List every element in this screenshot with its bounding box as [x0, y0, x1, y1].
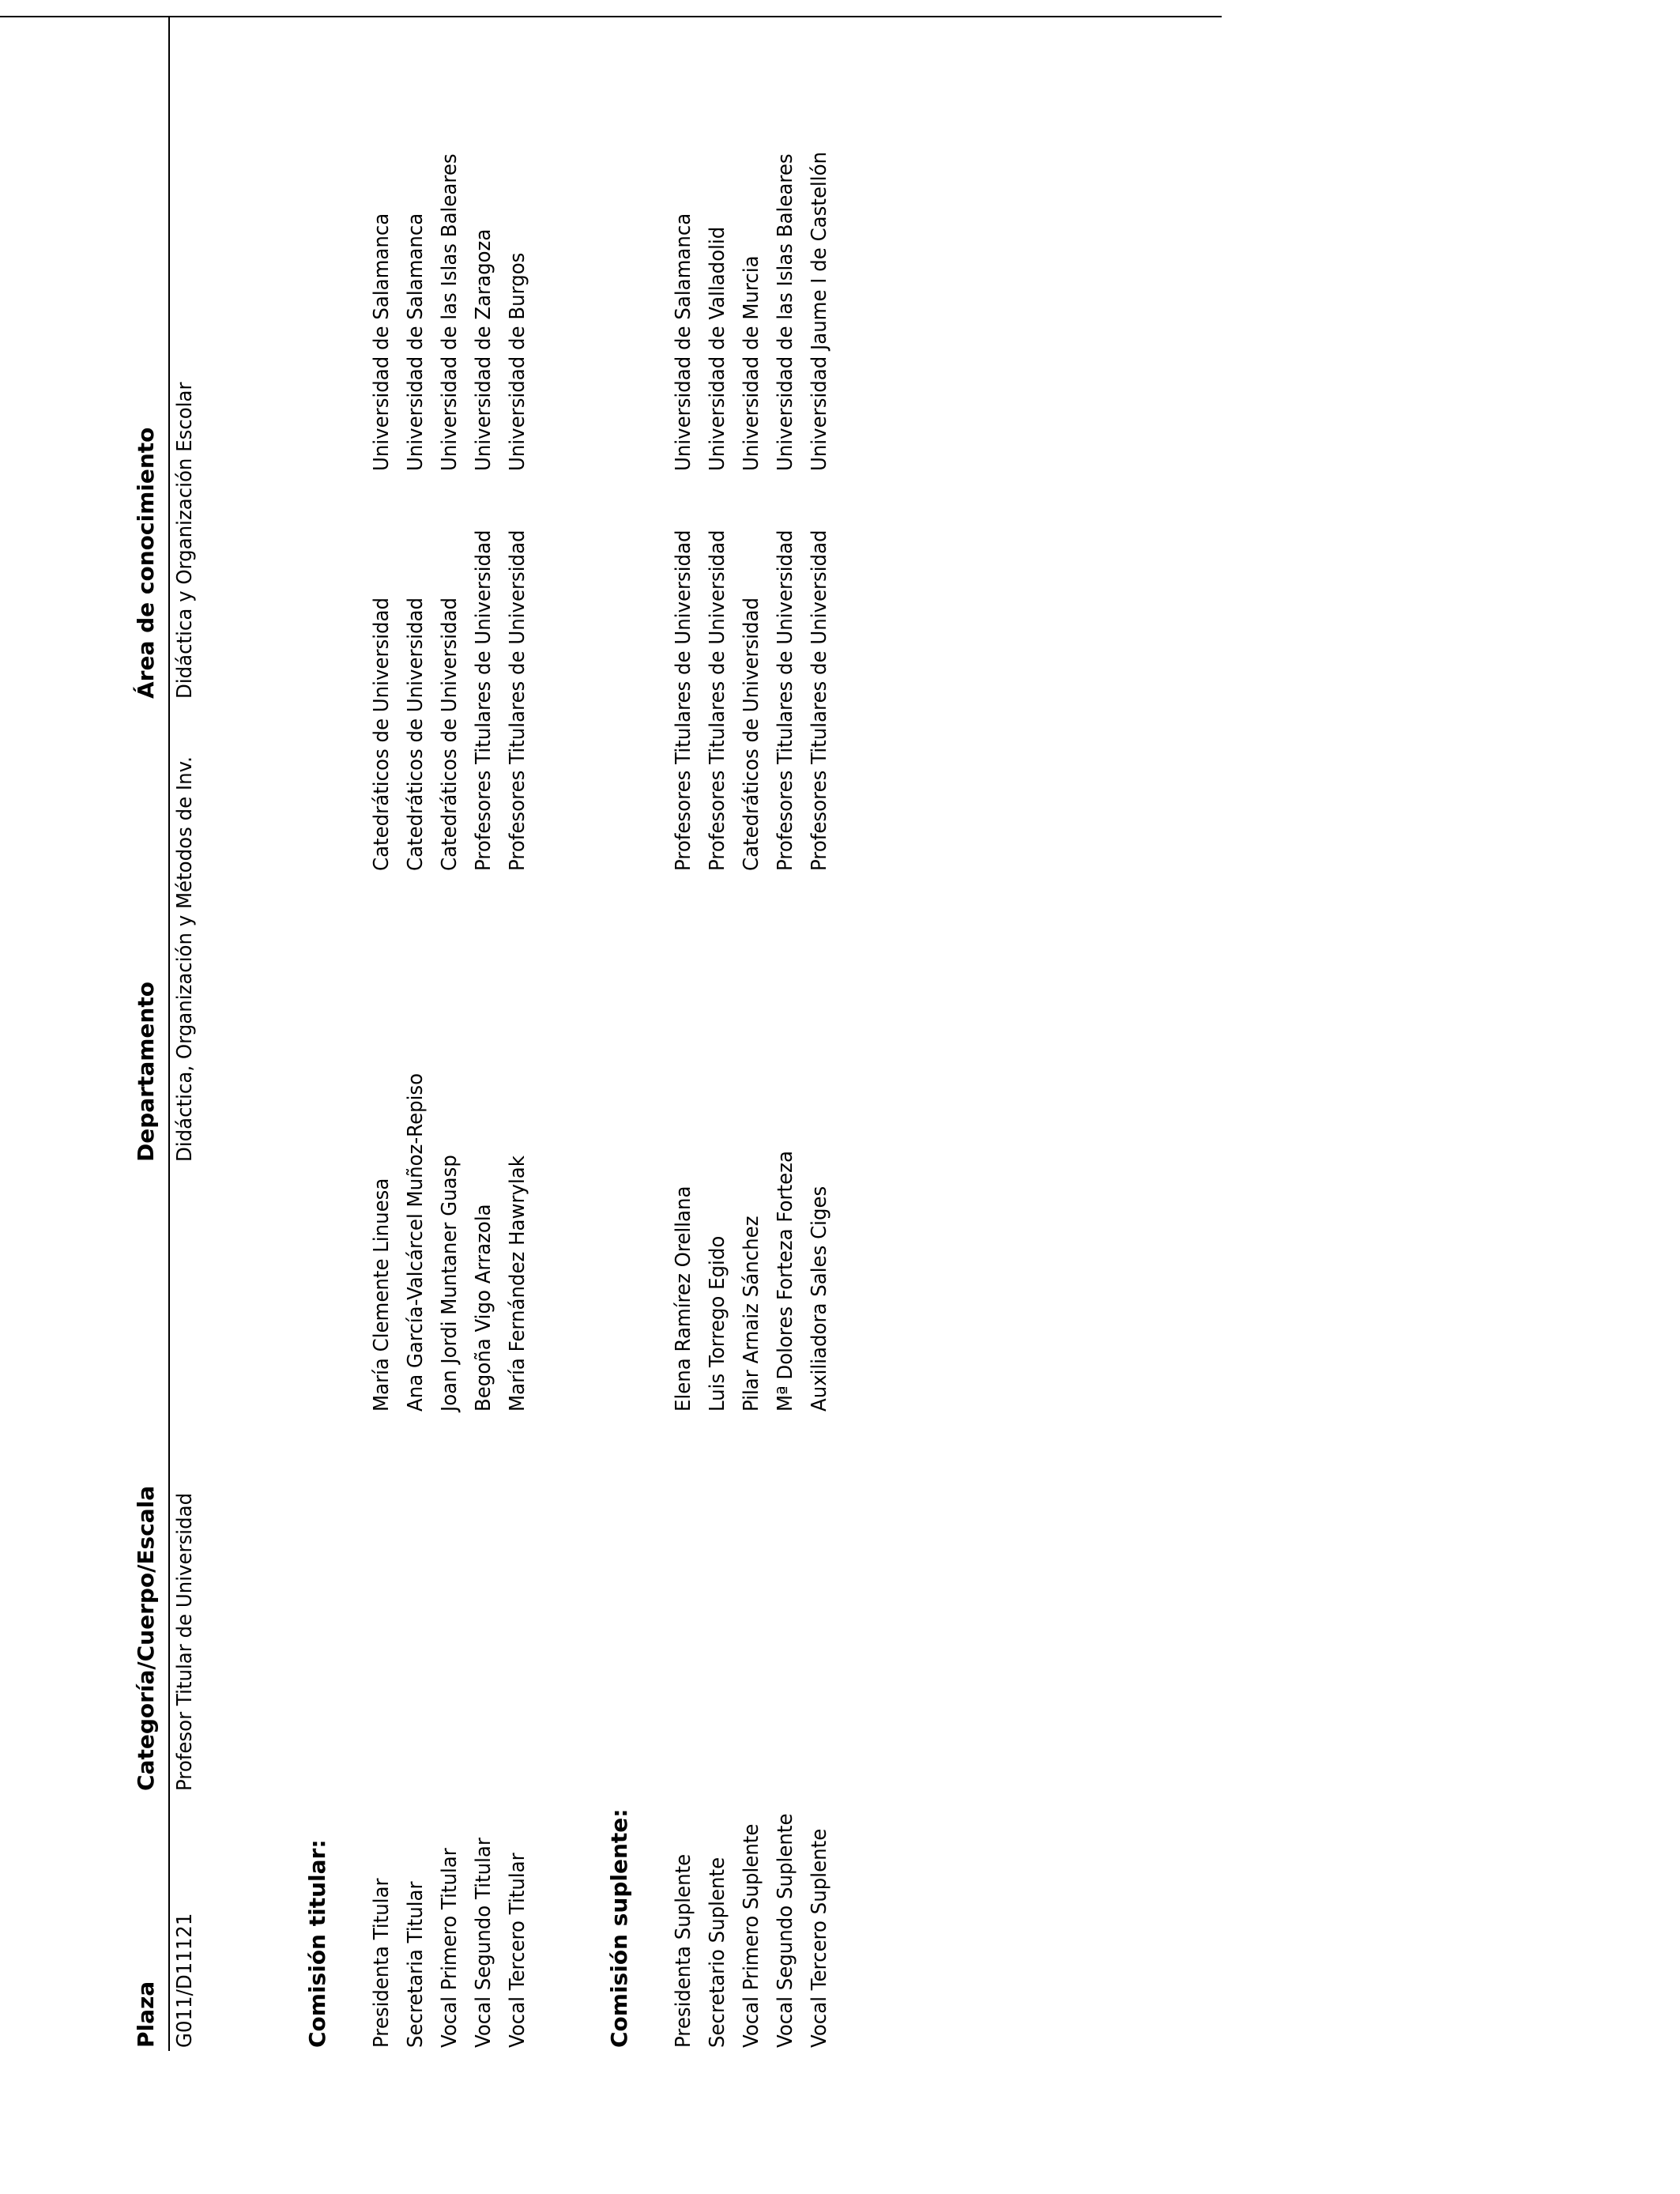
suplente-body-1: Profesores Titulares de Universidad — [672, 530, 695, 871]
suplente-university-1: Universidad de Salamanca — [672, 213, 695, 471]
suplente-body-5: Profesores Titulares de Universidad — [808, 530, 831, 871]
suplente-role-2: Secretario Suplente — [706, 1857, 729, 2048]
titular-body-3: Catedráticos de Universidad — [438, 597, 461, 871]
suplente-name-4: Mª Dolores Forteza Forteza — [774, 1151, 797, 1412]
header-rule — [168, 16, 170, 2051]
titular-name-3: Joan Jordi Muntaner Guasp — [438, 1155, 461, 1412]
plaza-code: G011/D11121 — [173, 1913, 197, 2048]
suplente-body-3: Catedráticos de Universidad — [740, 597, 763, 871]
section-title-titular: Comisión titular: — [304, 1839, 330, 2048]
suplente-name-1: Elena Ramírez Orellana — [672, 1186, 695, 1412]
suplente-university-5: Universidad Jaume I de Castellón — [808, 151, 831, 471]
suplente-role-1: Presidenta Suplente — [672, 1853, 695, 2048]
section-title-suplente: Comisión suplente: — [606, 1808, 632, 2048]
titular-body-1: Catedráticos de Universidad — [370, 597, 394, 871]
suplente-name-3: Pilar Arnaiz Sánchez — [740, 1216, 763, 1412]
titular-university-4: Universidad de Zaragoza — [472, 228, 495, 471]
titular-name-5: María Fernández Hawrylak — [506, 1155, 529, 1412]
titular-role-1: Presidenta Titular — [370, 1878, 394, 2048]
header-plaza: Plaza — [133, 1981, 159, 2048]
titular-role-2: Secretaria Titular — [404, 1881, 428, 2048]
header-categoria: Categoría/Cuerpo/Escala — [133, 1485, 159, 1791]
top-rule — [0, 16, 1222, 17]
header-departamento: Departamento — [133, 982, 159, 1162]
suplente-name-5: Auxiliadora Sales Ciges — [808, 1186, 831, 1412]
titular-body-5: Profesores Titulares de Universidad — [506, 530, 529, 871]
plaza-area: Didáctica y Organización Escolar — [173, 382, 197, 699]
suplente-body-2: Profesores Titulares de Universidad — [706, 530, 729, 871]
titular-name-4: Begoña Vigo Arrazola — [472, 1204, 495, 1412]
titular-university-2: Universidad de Salamanca — [404, 213, 428, 471]
plaza-categoria: Profesor Titular de Universidad — [173, 1492, 197, 1791]
header-area: Área de conocimiento — [133, 427, 159, 699]
titular-body-4: Profesores Titulares de Universidad — [472, 530, 495, 871]
titular-role-5: Vocal Tercero Titular — [506, 1853, 529, 2048]
titular-role-3: Vocal Primero Titular — [438, 1848, 461, 2048]
titular-role-4: Vocal Segundo Titular — [472, 1838, 495, 2048]
suplente-role-4: Vocal Segundo Suplente — [774, 1813, 797, 2048]
suplente-body-4: Profesores Titulares de Universidad — [774, 530, 797, 871]
titular-university-3: Universidad de las Islas Baleares — [438, 153, 461, 471]
suplente-name-2: Luis Torrego Egido — [706, 1235, 729, 1412]
plaza-departamento: Didáctica, Organización y Métodos de Inv. — [173, 756, 197, 1162]
titular-university-1: Universidad de Salamanca — [370, 213, 394, 471]
titular-name-2: Ana García-Valcárcel Muñoz-Repiso — [404, 1072, 428, 1412]
titular-body-2: Catedráticos de Universidad — [404, 597, 428, 871]
suplente-university-4: Universidad de las Islas Baleares — [774, 153, 797, 471]
suplente-role-3: Vocal Primero Suplente — [740, 1823, 763, 2048]
suplente-university-3: Universidad de Murcia — [740, 255, 763, 471]
titular-university-5: Universidad de Burgos — [506, 252, 529, 471]
suplente-role-5: Vocal Tercero Suplente — [808, 1828, 831, 2048]
suplente-university-2: Universidad de Valladolid — [706, 226, 729, 471]
titular-name-1: María Clemente Linuesa — [370, 1178, 394, 1412]
